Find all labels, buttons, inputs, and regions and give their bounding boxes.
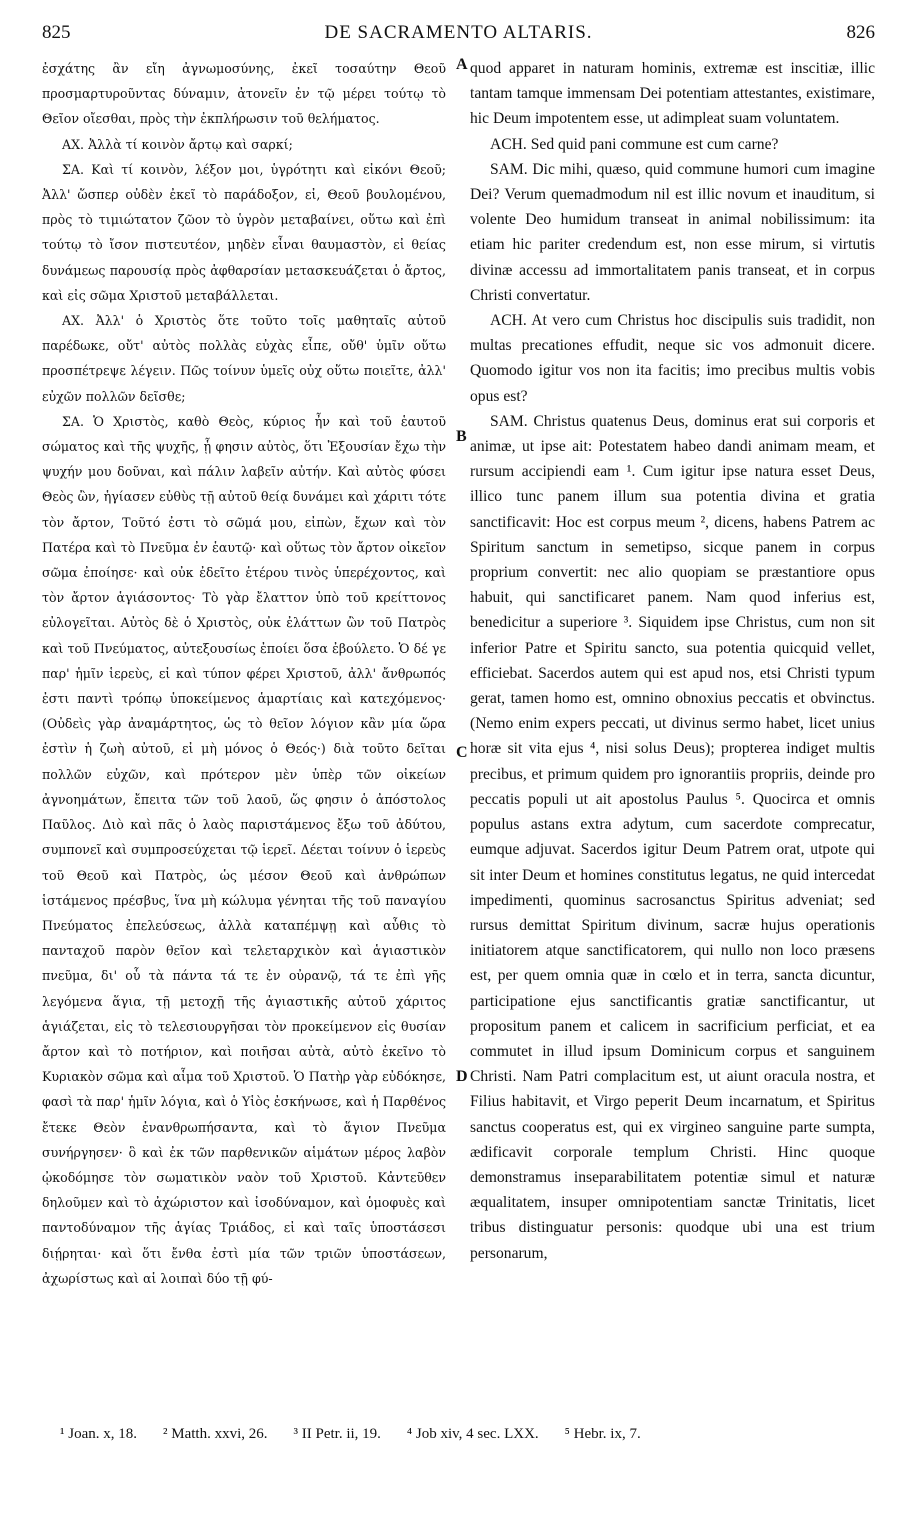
latin-paragraph: SAM. Dic mihi, quæso, quid commune humori cum imagine Dei? Verum quemadmodum nil est illic novum et inauditum, si volente Deo humidum transeat in animal nobilissimum: ita etiam hic pariter credendum est, non esse mirum, si virtutis divinæ accessu ad immortalitatem panis transeat, et in corpus Christi convertatur.: [470, 160, 875, 304]
latin-paragraph: ACH. At vero cum Christus hoc discipulis suis tradidit, non multas precationes effudit, neque sic vos admonuit dicere. Quomodo igitur vos non ita facitis; imo precibus multis vobis opus est?: [470, 312, 875, 405]
footnote: ³ II Petr. ii, 19.: [293, 1426, 381, 1442]
right-page-number: 826: [846, 22, 875, 43]
text-columns: [42, 56, 875, 1291]
section-marker-d: D: [456, 1068, 468, 1085]
footnote: ² Matth. xxvi, 26.: [163, 1426, 268, 1442]
latin-paragraph: quod apparet in naturam hominis, extremæ est inscitiæ, illic tantam tamque immensam Dei potentiam attestantes, existimare, hic Deum impotentem esse, ut adimpleat suam voluntatem.: [470, 60, 875, 128]
footnote: ⁵ Hebr. ix, 7.: [564, 1426, 641, 1442]
running-title: DE SACRAMENTO ALTARIS.: [324, 22, 593, 43]
greek-paragraph: ΑΧ. Ἀλλ' ὁ Χριστὸς ὅτε τοῦτο τοῖς μαθηταῖς αὐτοῦ παρέδωκε, οὔτ' αὐτὸς πολλὰς εὐχὰς εἶπε, οὔθ' ὑμῖν οὕτω προσπέτρεψε λέγειν. Πῶς τοίνυν ὑμεῖς οὐχ οὕτω ποιεῖτε, ἀλλ' εὐχῶν πολλῶν δεῖσθε;: [42, 313, 446, 404]
left-page-number: 825: [42, 22, 71, 43]
latin-paragraph: ACH. Sed quid pani commune est cum carne?: [490, 135, 779, 153]
latin-paragraph: SAM. Christus quatenus Deus, dominus erat sui corporis et animæ, ut ipse ait: Potestatem habeo dandi animam meam, et rursum accipiendi eam ¹. Cum igitur ipse natura esset Deus, illico tunc panem illum sua potentia divina et gratia sanctificavit: Hoc est corpus meum ², dicens, habens Patrem ac Spiritum sanctum in semetipso, sicque panem in corpus proprium convertit: nec alio quopiam se præstantiore opus habuit, qui sanctificaret panem. Nam quod inferius est, benedicitur a superiore ³. Siquidem ipse Christus, cum non sit inferior Patre et Spiritu sancto, sua potentia quicquid vellet, efficiebat. Sacerdos autem qui est apud nos, etsi Christi typum gerat, tamen homo est, omnino obnoxius peccatis et obvinctus. (Nemo enim expers peccati, ut divinus sermo habet, licet unius horæ sit vita ejus ⁴, nisi solus Deus); propterea indiget multis precibus, et primum quidem pro ignorantiis propriis, deinde pro peccatis populi ut ait apostolus Paulus ⁵. Quocirca et omnis populus astans extra adytum, cum sacerdote comprecatur, eumque adjuvat. Sacerdos igitur Deum Patrem orat, utpote qui sit inter Deum et homines constitutus legatus, ne quid intercedat impedimenti, quominus sacrosanctus Spiritus adveniat; sed rursus demittat Spiritum divinum, sacræ hujus operationis initiatorem atque sanctificatorem, qui nullo non loco præsens est, per quem omnia quæ in cœlo et in terra, sancta dicuntur, participatione ejus sanctificantis gratiæ sanctificantur, ut propositum panem et calicem in sacrificium perficiat, et ea commutet in illud ipsum Dominicum corpus et sanguinem Christi. Nam Patri complacitum est, ut aiunt oracula nostra, et Filius habitavit, et Virgo peperit Deum incarnatum, et Spiritus sanctus cooperatus est, qui ex virgineo sanguine parte sumpta, ædificavit corporale templum Christi. Hinc quoque demonstramus inseparabilitatem potentiæ simul et naturæ æqualitatem, insuper omnipotentiam sanctæ Trinitatis, licet tribus distinguatur personis: quodque ubi una est trium personarum,: [470, 412, 875, 1262]
greek-paragraph: ΣΑ. Ὁ Χριστὸς, καθὸ Θεὸς, κύριος ἦν καὶ τοῦ ἑαυτοῦ σώματος καὶ τῆς ψυχῆς, ᾗ φησιν αὐτὸς, ὅτι Ἐξουσίαν ἔχω τὴν ψυχήν μου δοῦναι, καὶ πάλιν λαβεῖν αὐτήν. Καὶ αὐτὸς φύσει Θεὸς ὢν, ἡγίασεν εὐθὺς τῇ αὐτοῦ θείᾳ δυνάμει καὶ χάριτι τότε τὸν ἄρτον, Τοῦτό ἐστι τὸ σῶμά μου, εἰπὼν, ἔχων καὶ τὸν Πατέρα καὶ τὸ Πνεῦμα ἐν ἑαυτῷ· καὶ οὕτως τὸν ἄρτον οἰκεῖον σῶμα ἐποίησε· καὶ οὐκ ἐδεῖτο ἑτέρου τινὸς ὑπερέχοντος, καὶ τὸν ἄρτον ἁγιάσοντος· Τὸ γὰρ ἔλαττον ὑπὸ τοῦ κρείττονος εὐλογεῖται. Αὐτὸς δὲ ὁ Χριστὸς, οὐκ ἐλάττων ὢν τοῦ Πατρὸς καὶ τοῦ Πνεύματος, αὐτεξουσίως ἐποίει ὅσα ἐβούλετο. Ὁ δέ γε παρ' ἡμῖν ἱερεὺς, εἰ καὶ τύπον φέρει Χριστοῦ, ἀλλ' ἄνθρωπός ἐστι παντὶ τρόπῳ ὑποκείμενος ἁμαρτίαις καὶ κατεχόμενος· (Οὐδεὶς γὰρ ἀναμάρτητος, ὡς τὸ θεῖον λόγιον κἂν μία ὥρα ἐστὶν ἡ ζωὴ αὐτοῦ, εἰ μὴ μόνος ὁ Θεός·) διὰ τοῦτο δεῖται πολλῶν εὐχῶν, καὶ πρότερον μὲν ὑπὲρ τῶν οἰκείων ἀγνοημάτων, ἔπειτα τῶν τοῦ λαοῦ, ὥς φησιν ὁ ἀπόστολος Παῦλος. Διὸ καὶ πᾶς ὁ λαὸς παριστάμενος ἔξω τοῦ ἀδύτου, συμπονεῖ καὶ συμπροσεύχεται τῷ ἱερεῖ. Δέεται τοίνυν ὁ ἱερεὺς τοῦ Θεοῦ καὶ Πατρὸς, ὡς μέσον Θεοῦ καὶ ἀνθρώπων ἱστάμενος πρέσβυς, ἵνα μὴ κώλυμα γένηται τῆς τοῦ παναγίου Πνεύματος ἐπελεύσεως, ἀλλὰ καταπέμψῃ καὶ αὖθις τὸ πανταχοῦ παρὸν θεῖον καὶ τελεταρχικὸν καὶ ἁγιαστικὸν πνεῦμα, δι' οὗ τὰ πάντα τά τε ἐν οὐρανῷ, τά τε ἐπὶ γῆς λεγόμενα ἅγια, τῇ μετοχῇ τῆς ἁγιαστικῆς αὐτοῦ χάριτος ἁγιάζεται, εἰς τὸ τελεσιουργῆσαι τὸν προκείμενον εἰς θυσίαν ἄρτον καὶ τὸ ποτήριον, καὶ ποιῆσαι αὐτὰ, αὐτὸ ἐκεῖνο τὸ Κυριακὸν σῶμα καὶ αἷμα τοῦ Χριστοῦ. Ὁ Πατὴρ γὰρ εὐδόκησε, φασὶ τὰ παρ' ἡμῖν λόγια, καὶ ὁ Υἱὸς ἐσκήνωσε, καὶ ἡ Παρθένος ἔτεκε Θεὸν ἐνανθρωπήσαντα, καὶ τὸ ἅγιον Πνεῦμα συνήργησεν· ὃ καὶ ἐκ τῶν παρθενικῶν αἱμάτων μέρος λαβὸν ᾠκοδόμησε τὸν σωματικὸν ναὸν τοῦ Χριστοῦ. Κἀντεῦθεν δηλοῦμεν καὶ τὸ ἀχώριστον καὶ ἰσοδύναμον, καὶ ὁμοφυὲς καὶ παντοδύναμον τῆς ἁγίας Τριάδος, εἰ καὶ ταῖς ὑποστάσεσι διῄρηται· καὶ ὅτι ἔνθα ἐστὶ μία τῶν τριῶν ὑποστάσεων, ἀχωρίστως καὶ αἱ λοιπαὶ δύο τῇ φύ-: [42, 413, 446, 1286]
greek-paragraph: ΑΧ. Ἀλλὰ τί κοινὸν ἄρτῳ καὶ σαρκί;: [62, 136, 293, 152]
latin-column: [460, 56, 875, 1291]
footnote: ⁴ Job xiv, 4 sec. LXX.: [406, 1426, 539, 1442]
greek-paragraph: ΣΑ. Καὶ τί κοινὸν, λέξον μοι, ὑγρότητι καὶ εἰκόνι Θεοῦ; Ἀλλ' ὥσπερ οὐδὲν ἐκεῖ τὸ παράδοξον, εἰ, Θεοῦ βουλομένου, πρὸς τὸ τιμιώτατον ζῶον τὸ ὑγρὸν μεταβαίνει, οὕτω καὶ ἐπὶ τούτῳ τὸ ἴσον πιστευτέον, μηδὲν εἶναι θαυμαστὸν, εἰ θείας δυνάμεως παρουσίᾳ πρὸς ἀφθαρσίαν μετασκευάζεται ὁ ἄρτος, καὶ εἰς σῶμα Χριστοῦ μεταβάλλεται.: [42, 161, 446, 303]
greek-column: [42, 56, 460, 1291]
greek-paragraph: ἐσχάτης ἂν εἴη ἀγνωμοσύνης, ἐκεῖ τοσαύτην Θεοῦ προσμαρτυροῦντας δύναμιν, ἀτονεῖν ἐν τῷ μέρει τούτῳ τὸ Θεῖον οἴεσθαι, πρὸς τὴν ἐκπλήρωσιν τοῦ θελήματος.: [42, 61, 446, 127]
page-header: [42, 22, 875, 50]
footnote: ¹ Joan. x, 18.: [60, 1426, 137, 1442]
section-marker-c: C: [456, 744, 468, 761]
section-marker-b: B: [456, 428, 467, 445]
section-marker-a: A: [456, 56, 468, 73]
footnotes: [60, 1426, 860, 1443]
